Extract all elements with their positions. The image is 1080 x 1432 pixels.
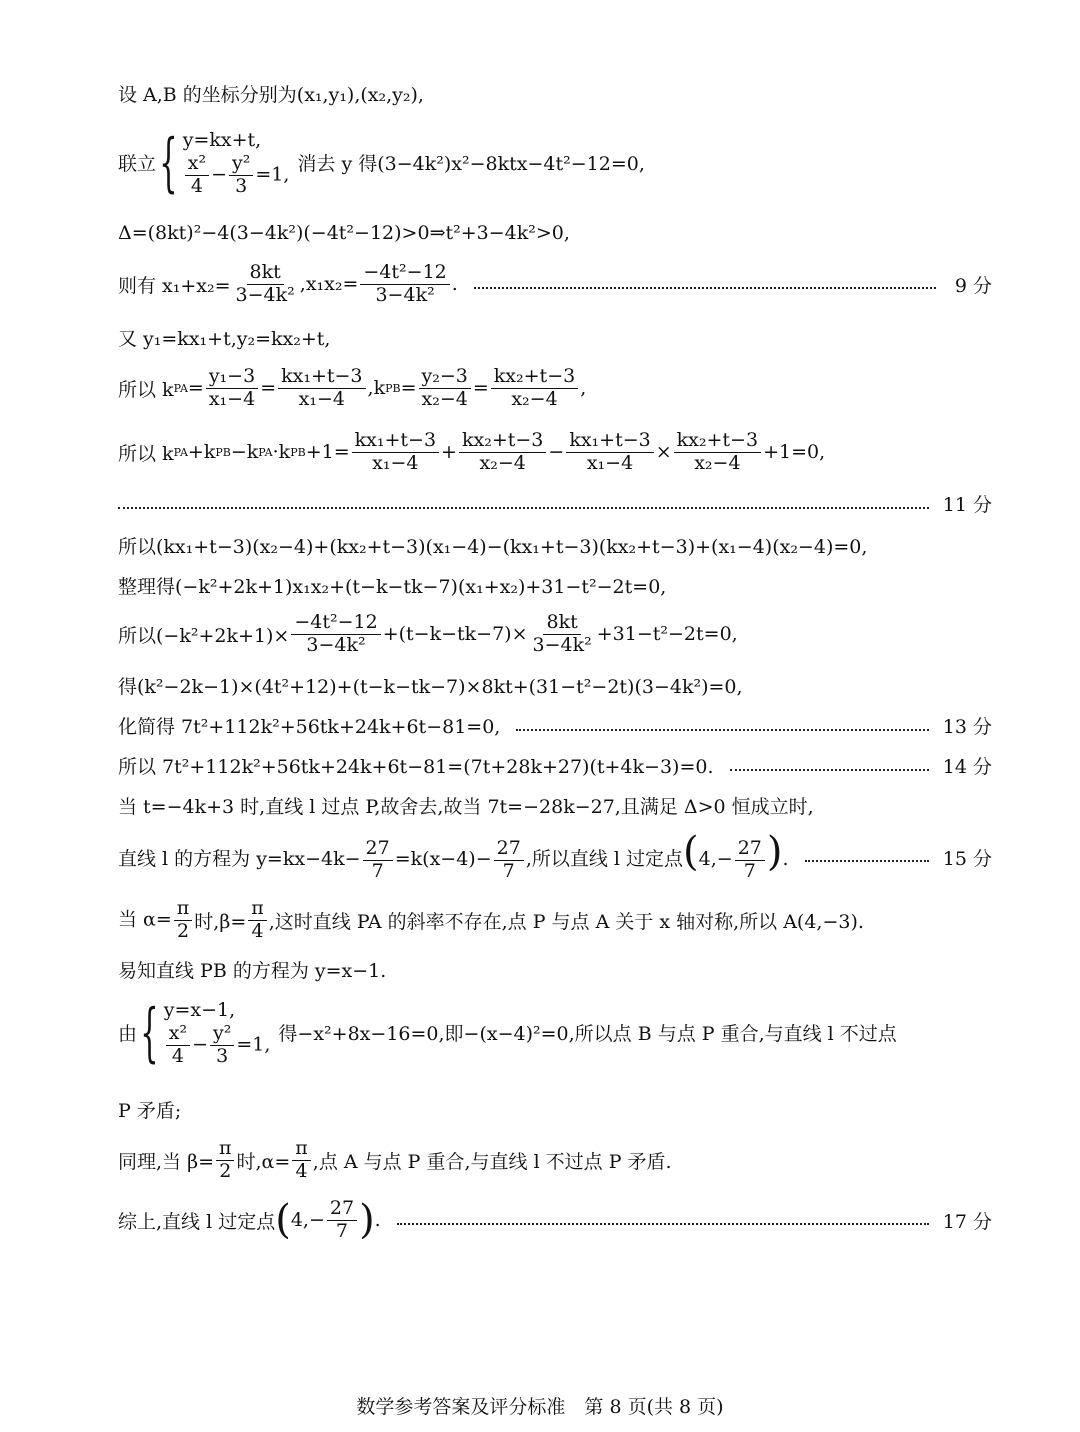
line-special-case: 当 α= $\frac{\pi}{2}$ 时,β= $\frac{\pi}{4}$ ,这时直线 PA 的斜率不存在,点 P 与点 A 关于 x 轴对称,所以 A(4,−3). [118, 897, 864, 942]
score-label: 15 分 [942, 847, 992, 870]
text-line: 整理得(−k²+2k+1)x₁x₂+(t−k−tk−7)(x₁+x₂)+31−t²−2t=0, [118, 576, 667, 598]
dot-leader [474, 287, 936, 289]
line-discriminant [118, 222, 992, 244]
dot-leader [805, 860, 929, 862]
text-line: 设 A,B 的坐标分别为(x₁,y₁),(x₂,y₂), [118, 84, 424, 106]
dot-leader [730, 769, 929, 771]
text-line: 消去 y 得(3−4k²)x²−8ktx−4t²−12=0, [297, 153, 645, 176]
text-line: Δ=(8kt)²−4(3−4k²)(−4t²−12)>0⇒t²+3−4k²>0, [118, 222, 570, 244]
text-line: P 矛盾; [118, 1100, 182, 1122]
equation-system: { y=kx+t, $\frac{\text{x²}}{4}$ − $\frac{\text{y²}}{3}$ =1, [159, 125, 290, 200]
line-vieta: 则有 x₁+x₂= $\frac{8kt}{\text{3−4k²}}$ ,x₁x₂= $\frac{\text{−4t²−12}}{\text{3−4k²}}$ . 9 分 [118, 261, 992, 306]
line-simplify [118, 572, 992, 599]
line-system-2: 由 { y=x−1, $\frac{\text{x²}}{4}$ − $\frac{\text{y²}}{3}$ =1, 得−x²+8x−16=0,即−(x−4)²=0,所以点 B 与点 P 重合,与直线 l 不过点 [118, 995, 897, 1070]
page-footer: 数学参考答案及评分标准 第 8 页(共 8 页) [356, 1396, 724, 1418]
line-pb [118, 956, 992, 983]
line-score-11 [118, 490, 992, 517]
line-system-1 [118, 125, 992, 200]
line-case [118, 792, 992, 819]
line-cleared [118, 672, 992, 699]
line-y-values [118, 324, 992, 351]
dot-leader [516, 729, 928, 731]
text-line: 当 t=−4k+3 时,直线 l 过点 P,故舍去,故当 7t=−28k−27,且满足 Δ>0 恒成立时, [118, 796, 814, 818]
text-line: 得(k²−2k−1)×(4t²+12)+(t−k−tk−7)×8kt+(31−t²−2t)(3−4k²)=0, [118, 676, 743, 698]
line-score-13: 化简得 7t²+112k²+56tk+24k+6t−81=0, 13 分 [118, 712, 992, 739]
score-label: 14 分 [942, 756, 992, 778]
line-substitute: 所以(−k²+2k+1)× $\frac{\text{−4t²−12}}{\text{3−4k²}}$ +(t−k−tk−7)× $\frac{8kt}{\text{3−4k²}}$ +31−t²−2t=0, [118, 611, 738, 656]
text-line: 易知直线 PB 的方程为 y=x−1. [118, 960, 387, 982]
score-label: 9 分 [954, 274, 992, 297]
line-contradiction [118, 1096, 992, 1123]
line-similarly: 同理,当 β= $\frac{\pi}{2}$ 时,α= $\frac{\pi}{4}$ ,点 A 与点 P 重合,与直线 l 不过点 P 矛盾. [118, 1137, 672, 1182]
equation-system: { y=x−1, $\frac{\text{x²}}{4}$ − $\frac{\text{y²}}{3}$ =1, [140, 995, 271, 1070]
dot-leader [397, 1223, 929, 1225]
fraction: $\frac{\text{−4t²−12}}{\text{3−4k²}}$ [360, 262, 449, 307]
line-score-15: 直线 l 的方程为 y=kx−4k− $\frac{27}{7}$ =k(x−4)− $\frac{27}{7}$ ,所以直线 l 过定点(4,− $\frac{27}{7}$ ). 15 分 [118, 829, 992, 882]
text-line: 所以(kx₁+t−3)(x₂−4)+(kx₂+t−3)(x₁−4)−(kx₁+t−3)(kx₂+t−3)+(x₁−4)(x₂−4)=0, [118, 536, 868, 558]
line-slopes: 所以 k PA = $\frac{\text{y₁−3}}{\text{x₁−4}}$ = $\frac{\text{kx₁+t−3}}{\text{x₁−4}}$ ,k PB = $\frac{\text{y₂−3}}{\text{x₂−4}}$ = $\frac{\text{kx₂+t−3}}{\text{x₂−4}}$ , [118, 365, 587, 410]
dot-leader [118, 507, 929, 509]
line-conclusion: 综上,直线 l 过定点 ( 4,− $\frac{27}{7}$ ) . 17 分 [118, 1197, 992, 1244]
text-line: 又 y₁=kx₁+t,y₂=kx₂+t, [118, 328, 331, 350]
text-line: 联立 [118, 153, 157, 176]
score-label: 13 分 [942, 716, 992, 738]
line-expand [118, 532, 992, 559]
line-slope-sum: 所以 k PA +k PB −k PA ·k PB +1= $\frac{\text{kx₁+t−3}}{\text{x₁−4}}$ + $\frac{\text{kx₂+t−3}}{\text{x₂−4}}$ − $\frac{\text{kx₁+t−3}}{\text{x₁−4}}$ × $\frac{\text{kx₂+t−3}}{\text{x₂−4}}$ +1=0, [118, 429, 826, 474]
score-label: 11 分 [942, 494, 992, 516]
line-coordinates [118, 80, 992, 107]
fraction: $\frac{8kt}{\text{3−4k²}}$ [235, 261, 295, 306]
score-label: 17 分 [942, 1210, 992, 1233]
line-score-14: 所以 7t²+112k²+56tk+24k+6t−81=(7t+28k+27)(t+4k−3)=0. 14 分 [118, 752, 992, 779]
